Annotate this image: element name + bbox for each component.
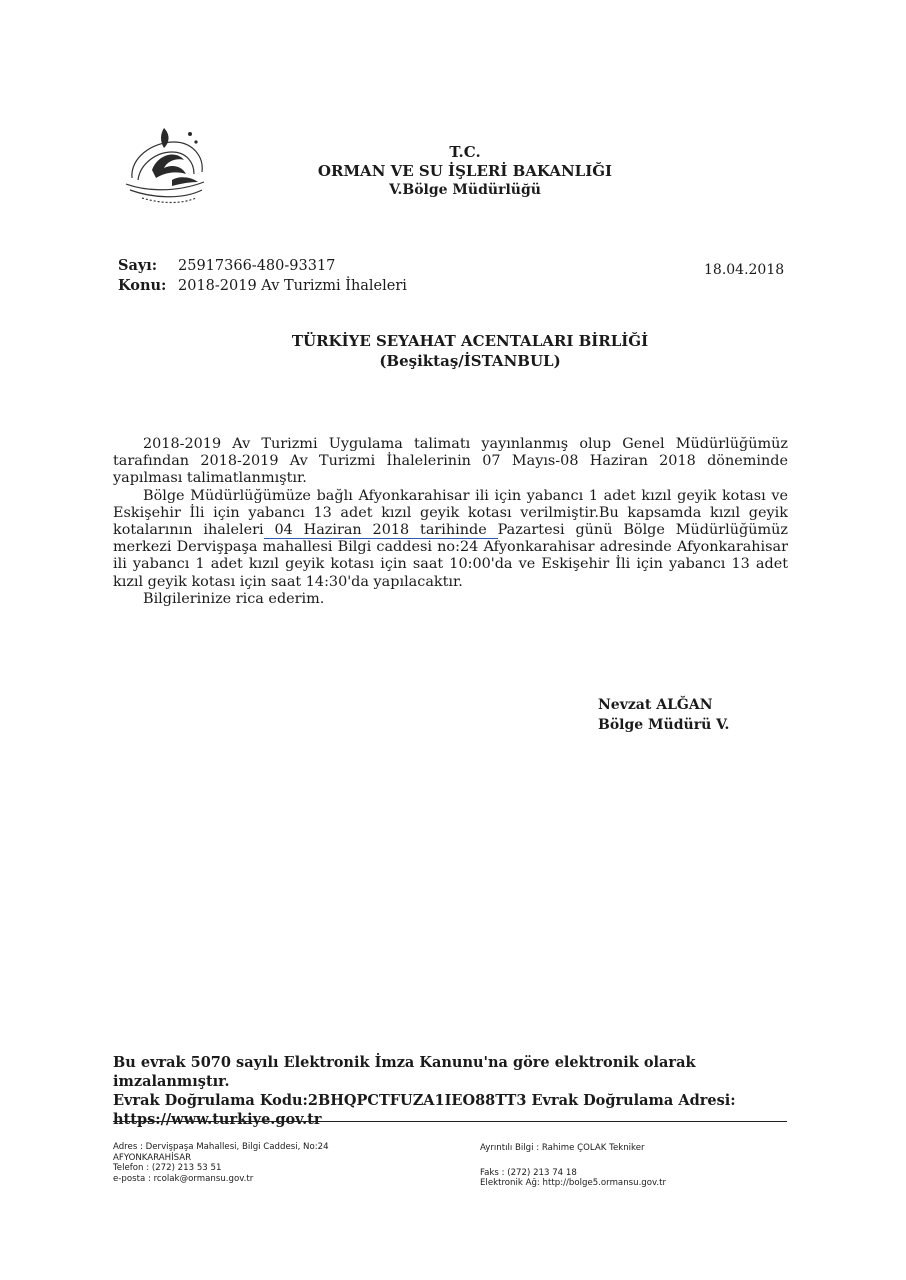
paragraph-1: 2018-2019 Av Turizmi Uygulama talimatı yayınlanmış olup Genel Müdürlüğümüz tarafından 2018-2019 Av Turizmi İhalelerinin 07 Mayıs-08 Haziran 2018 döneminde yapılması talimatlanmıştır. (113, 436, 788, 487)
sayi-label: Sayı: (118, 257, 158, 274)
letter-body (113, 436, 788, 608)
footer-city: AFYONKARAHİSAR (113, 1152, 192, 1163)
highlighted-date: 04 Haziran 2018 tarihinde (263, 522, 498, 539)
signature-block (598, 695, 729, 735)
document-meta (118, 256, 407, 296)
paragraph-2-start: Bölge Müdürlüğümüze bağlı Afyonkarahisar ili için yabancı 1 adet kızıl geyik kotası ve Eskişehir İli için yabancı 13 adet kızıl geyik kotası verilmiştir.Bu kapsamda kızıl geyik kotalarının ihaleleri (113, 487, 788, 539)
header-ministry: ORMAN VE SU İŞLERİ BAKANLIĞI (317, 162, 613, 180)
paragraph-2-end: Pazartesi günü Bölge Müdürlüğümüz merkezi Dervişpaşa mahallesi Bilgi caddesi no:24 Afyonkarahisar adresinde Afyonkarahisar ili yabancı 1 adet kızıl geyik kotası için saat 10:00'da ve Eskişehir İli için yabancı 13 adet kızıl geyik kotası için saat 14:30'da yapılacaktır. (113, 522, 788, 590)
footer-contact (113, 1142, 329, 1184)
recipient-name: TÜRKİYE SEYAHAT ACENTALARI BİRLİĞİ (291, 332, 649, 350)
footer-email: e-posta : rcolak@ormansu.gov.tr (113, 1173, 254, 1184)
electronic-signature-notice (113, 1053, 803, 1129)
ministry-logo (112, 120, 212, 210)
esign-verification-code: Evrak Doğrulama Kodu:2BHQPCTFUZA1IEO88TT3 Evrak Doğrulama Adresi: (113, 1092, 736, 1109)
recipient-location: (Beşiktaş/İSTANBUL) (379, 352, 561, 370)
footer-info (480, 1143, 666, 1189)
header-tc: T.C. (449, 143, 481, 161)
sayi-row (118, 256, 407, 276)
konu-row (118, 276, 407, 296)
konu-label: Konu: (118, 277, 167, 294)
paragraph-3: Bilgilerinize rica ederim. (143, 590, 325, 607)
konu-value: 2018-2019 Av Turizmi İhaleleri (178, 278, 407, 294)
recipient (250, 331, 690, 371)
esign-verification-url: https://www.turkiye.gov.tr (113, 1111, 322, 1128)
header-directorate: V.Bölge Müdürlüğü (389, 182, 541, 198)
paragraph-2 (113, 488, 788, 591)
institution-header (300, 143, 630, 200)
document-date: 18.04.2018 (704, 262, 785, 278)
footer-web: Elektronik Ağ: http://bolge5.ormansu.gov.tr (480, 1178, 667, 1188)
signer-name: Nevzat ALĞAN (598, 697, 713, 713)
sayi-value: 25917366-480-93317 (178, 258, 336, 274)
signer-title: Bölge Müdürü V. (598, 717, 730, 733)
footer-address: Adres : Dervişpaşa Mahallesi, Bilgi Caddesi, No:24 (113, 1142, 329, 1152)
footer-phone: Telefon : (272) 213 53 51 (113, 1163, 222, 1173)
footer-contact-person: Ayrıntılı Bilgi : Rahime ÇOLAK Tekniker (480, 1143, 645, 1153)
footer-fax: Faks : (272) 213 74 18 (480, 1167, 577, 1178)
footer-divider (113, 1121, 787, 1122)
esign-statement: Bu evrak 5070 sayılı Elektronik İmza Kanunu'na göre elektronik olarak imzalanmıştır. (113, 1054, 696, 1090)
